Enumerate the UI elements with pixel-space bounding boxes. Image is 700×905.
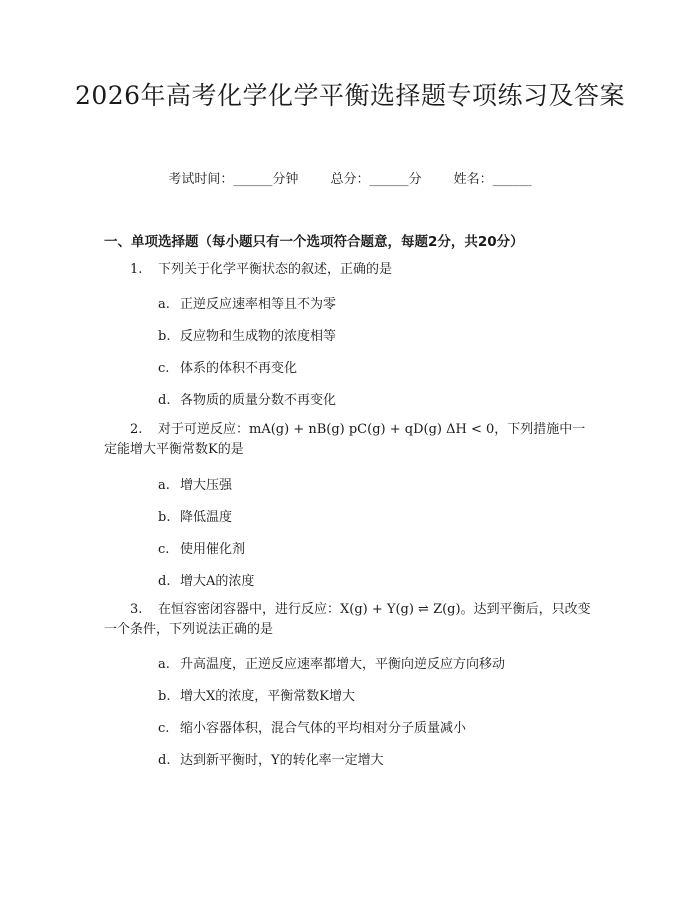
option-text: 降低温度: [180, 510, 233, 525]
option-label: b.: [158, 510, 171, 525]
option-text: 正逆反应速率相等且不为零: [180, 297, 337, 312]
question-text: 下列关于化学平衡状态的叙述，正确的是: [158, 262, 393, 277]
option-text: 达到新平衡时，Y的转化率一定增大: [180, 753, 384, 768]
question-2-option-a: [158, 474, 232, 493]
question-1-option-d: [158, 389, 336, 408]
option-text: 缩小容器体积，混合气体的平均相对分子质量减小: [180, 721, 467, 736]
option-text: 各物质的质量分数不再变化: [180, 393, 337, 408]
question-1: [104, 260, 596, 280]
option-label: b.: [158, 329, 171, 344]
question-3-option-a: [158, 653, 505, 672]
question-2-option-b: [158, 506, 232, 525]
option-text: 增大X的浓度，平衡常数K增大: [180, 689, 355, 704]
question-number: 3.: [130, 602, 143, 617]
question-text: 在恒容密闭容器中，进行反应：X(g) + Y(g) ⇌ Z(g)。达到平衡后，只改变一个条件，下列说法正确的是: [104, 602, 591, 637]
option-text: 反应物和生成物的浓度相等: [180, 329, 337, 344]
question-1-option-b: [158, 325, 336, 344]
question-text: 对于可逆反应：mA(g) + nB(g) pC(g) + qD(g) ΔH < 0，下列措施中一定能增大平衡常数K的是: [104, 422, 586, 457]
option-text: 升高温度，正逆反应速率都增大，平衡向逆反应方向移动: [180, 657, 506, 672]
option-label: d.: [158, 574, 171, 589]
option-label: a.: [158, 478, 170, 493]
option-label: a.: [158, 657, 170, 672]
question-1-option-a: [158, 293, 336, 312]
option-text: 增大A的浓度: [180, 574, 255, 589]
option-text: 增大压强: [180, 478, 233, 493]
question-2-option-d: [158, 570, 254, 589]
section-heading: 一、单项选择题（每小题只有一个选项符合题意，每题2分，共20分）: [104, 234, 524, 250]
option-label: d.: [158, 753, 171, 768]
question-3-option-d: [158, 749, 384, 768]
option-text: 使用催化剂: [180, 542, 246, 557]
question-3-option-b: [158, 685, 355, 704]
document-title: 2026年高考化学化学平衡选择题专项练习及答案: [74, 81, 626, 110]
option-label: b.: [158, 689, 171, 704]
exam-info-line: [0, 168, 700, 187]
question-3-option-c: [158, 717, 466, 736]
option-text: 体系的体积不再变化: [180, 361, 298, 376]
exam-time-field: 考试时间：______分钟: [168, 172, 299, 187]
question-number: 1.: [130, 262, 143, 277]
option-label: a.: [158, 297, 170, 312]
question-2-option-c: [158, 538, 245, 557]
option-label: d.: [158, 393, 171, 408]
question-3: [104, 600, 596, 640]
question-number: 2.: [130, 422, 143, 437]
student-name-field: 姓名：______: [453, 172, 532, 187]
option-label: c.: [158, 721, 170, 736]
question-1-option-c: [158, 357, 297, 376]
option-label: c.: [158, 361, 170, 376]
question-2: [104, 420, 596, 460]
total-score-field: 总分：______分: [330, 172, 422, 187]
option-label: c.: [158, 542, 170, 557]
